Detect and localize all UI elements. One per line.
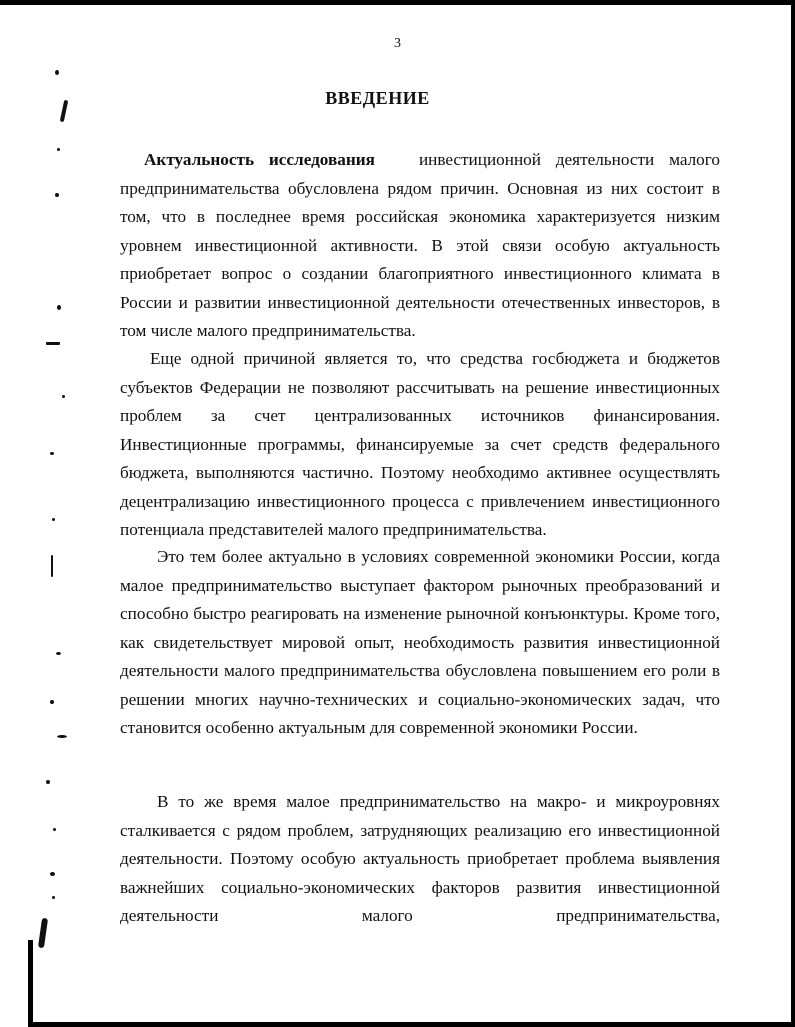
paragraph-text: инвестиционной деятельности малого предпринимательства обусловлена рядом причин. Основная из них состоит в том, что в последнее время российская экономика характеризуется низким уровнем инвестиционной активности. В этой связи особую актуальность приобретает вопрос о создании благоприятного инвестиционного климата в России и развитии инвестиционной деятельности отечественных инвесторов, в том числе малого предпринимательства.	[120, 150, 720, 340]
scan-speck	[53, 828, 56, 831]
scan-border-left	[28, 940, 33, 1027]
scan-speck	[57, 735, 67, 738]
scan-speck	[46, 342, 60, 345]
paragraph-lead: Актуальность исследования	[144, 150, 375, 169]
scan-speck	[57, 305, 61, 310]
scan-speck	[51, 555, 53, 577]
scan-speck	[52, 896, 55, 899]
scan-speck	[50, 452, 54, 455]
scan-border-top	[0, 0, 795, 5]
paragraph-relevance	[120, 146, 720, 346]
scan-speck	[62, 395, 65, 398]
scan-border-bottom	[28, 1022, 795, 1027]
scan-speck	[50, 872, 55, 876]
page-title: ВВЕДЕНИЕ	[325, 88, 430, 108]
scan-speck	[56, 652, 61, 655]
paragraph-budget: Еще одной причиной является то, что средства госбюджета и бюджетов субъектов Федерации не позволяют рассчитывать на решение инвестиционных проблем за счет централизованных источников финансирования. Инвестиционные программы, финансируемые за счет средств федерального бюджета, выполняются частично. Поэтому необходимо активнее осуществлять децентрализацию инвестиционного процесса с привлечением инвестиционного потенциала представителей малого предпринимательства.	[120, 349, 720, 539]
scan-speck	[55, 193, 59, 197]
scan-border-right	[791, 0, 795, 1027]
scan-speck	[57, 148, 60, 151]
paragraph-modern-economy: Это тем более актуально в условиях современной экономики России, когда малое предпринимательство выступает фактором рыночных преобразований и способно быстро реагировать на изменение рыночной конъюнктуры. Кроме того, как свидетельствует мировой опыт, необходимость развития инвестиционной деятельности малого предпринимательства обусловлена повышением его роли в решении многих научно-технических и социально-экономических задач, что становится особенно актуальным для современной экономики России.	[120, 547, 720, 737]
paragraph-problems: В то же время малое предпринимательство на макро- и микроуровнях сталкивается с рядом проблем, затрудняющих реализацию его инвестиционной деятельности. Поэтому особую актуальность приобретает проблема выявления важнейших социально-экономических факторов развития инвестиционной деятельности малого предпринимательства,	[120, 792, 720, 925]
scan-speck	[38, 918, 48, 949]
scan-speck	[52, 518, 55, 521]
page-number: 3	[394, 36, 401, 51]
scan-speck	[50, 700, 54, 704]
scan-speck	[55, 70, 59, 75]
scan-speck	[46, 780, 50, 784]
